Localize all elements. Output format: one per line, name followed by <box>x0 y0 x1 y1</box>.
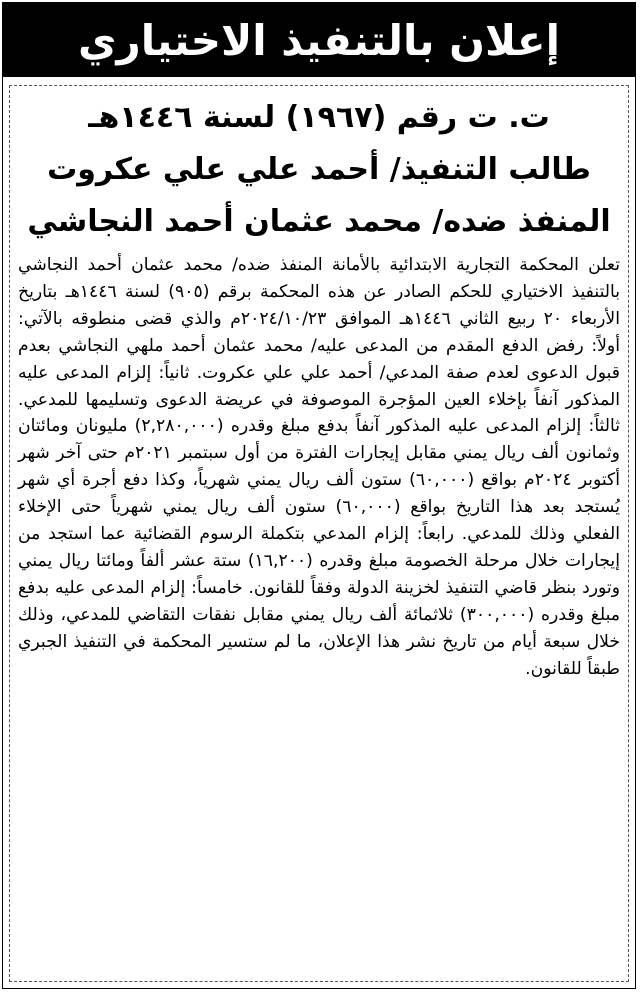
banner-title: إعلان بالتنفيذ الاختياري <box>78 15 560 65</box>
notice-body <box>18 252 620 683</box>
notice-banner <box>3 3 635 77</box>
applicant-heading: طالب التنفيذ/ أحمد علي علي عكروت <box>47 152 591 187</box>
respondent-heading: المنفذ ضده/ محمد عثمان أحمد النجاشي <box>27 204 611 239</box>
notice-content <box>9 85 629 982</box>
notice-body-paragraph: تعلن المحكمة التجارية الابتدائية بالأمانة المنفذ ضده/ محمد عثمان أحمد النجاشي بالتنفيذ الاختياري للحكم الصادر عن هذه المحكمة برقم (٩٠٥) لسنة ١٤٤٦هـ بتاريخ الأربعاء ٢٠ ربيع الثاني ١٤٤٦هـ الموافق ٢٠٢٤/١٠/٢٣م والذي قضى منطوقه بالآتي: أولاً: رفض الدفع المقدم من المدعى عليه/ محمد عثمان أحمد ملهي النجاشي بعدم قبول الدعوى لعدم صفة المدعي/ أحمد علي علي عكروت. ثانياً: إلزام المدعى عليه المذكور آنفاً بإخلاء العين المؤجرة الموصوفة في عريضة الدعوى وتسليمها للمدعي. ثالثاً: إلزام المدعى عليه المذكور آنفاً بدفع مبلغ وقدره (٢,٢٨٠,٠٠٠) مليونان ومائتان وثمانون ألف ريال يمني مقابل إيجارات الفترة من أول سبتمبر ٢٠٢١م حتى آخر شهر أكتوبر ٢٠٢٤م بواقع (٦٠,٠٠٠) ستون ألف ريال يمني شهرياً، وكذا دفع أجرة أي شهر يُستجد بعد هذا التاريخ بواقع (٦٠,٠٠٠) ستون ألف ريال يمني شهرياً حتى الإخلاء الفعلي وذلك للمدعي. رابعاً: إلزام المدعي بتكملة الرسوم القضائية عما استجد من إيجارات خلال مرحلة الخصومة مبلغ وقدره (١٦,٢٠٠) ستة عشر ألفاً ومائتا ريال يمني وتورد بنظر قاضي التنفيذ لخزينة الدولة وفقاً للقانون. خامساً: إلزام المدعى عليه بدفع مبلغ وقدره (٣٠٠,٠٠٠) ثلاثمائة ألف ريال يمني مقابل نفقات التقاضي للمدعي، وذلك خلال سبعة أيام من تاريخ نشر هذا الإعلان، ما لم ستسير المحكمة في التنفيذ الجبري طبقاً للقانون. <box>18 255 621 679</box>
case-number-heading: ت. ت رقم (١٩٦٧) لسنة ١٤٤٦هـ <box>88 100 550 135</box>
notice-frame <box>2 2 636 989</box>
